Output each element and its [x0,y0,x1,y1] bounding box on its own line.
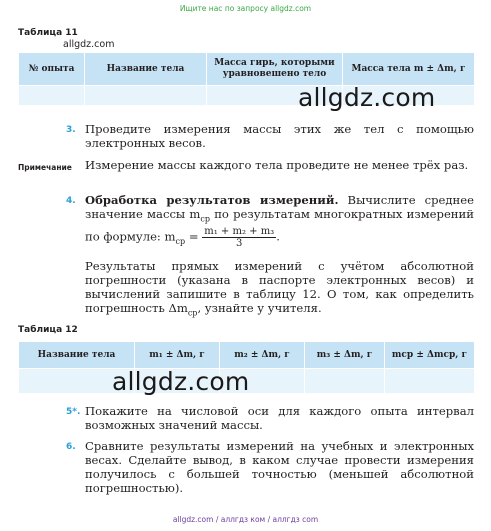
item-4-number: 4. [66,196,76,206]
item-5-text: Покажите на числовой оси для каждого опыта интервал возможных значений массы. [85,404,474,432]
note-label: Примечание [18,163,72,172]
results-paragraph-text: Результаты прямых измерений с учётом абсолютной погрешности (указана в паспорте электронных весов) и вычислений запишите в таблицу 12. О том, как определить погрешность Δm [85,259,474,315]
item-3-number: 3. [66,125,76,135]
item-6-text: Сравните результаты измерений на учебных и электронных весах. Сделайте вывод, в каком случае провести измерения получилось с большей точностью (меньшей абсолютной погрешностью). [85,439,474,495]
footer-note: allgdz.com / аллгдз ком / аллгдз com [172,515,319,524]
table11-cell [19,86,85,106]
fraction-numerator: m₁ + m₂ + m₃ [204,226,275,238]
fraction-denominator: 3 [236,238,243,250]
item-4-equals: = [185,229,203,244]
results-paragraph-end: , узнайте у учителя. [197,301,322,315]
table11-cell [85,86,207,106]
table11-caption: Таблица 11 [18,28,78,38]
item-4-text [85,193,474,249]
item-3-text: Проведите измерения массы этих же тел с помощью электронных весов. [85,122,474,150]
table12-cell [305,369,385,394]
table11-header-4: Масса тела m ± Δm, г [343,53,475,86]
item-4-end: . [276,229,280,244]
table11-header-3: Масса гирь, которыми уравновешено тело [207,53,343,86]
table12-header-5: mср ± Δmср, г [385,342,475,369]
note-text: Измерение массы каждого тела проведите не менее трёх раз. [85,158,469,172]
item-4-text-1: Вычислите среднее значение массы m [85,193,474,221]
watermark-small: allgdz.com [63,39,115,50]
table11-header-2: Название тела [85,53,207,86]
table12-header-4: m₃ ± Δm, г [305,342,385,369]
item-4-formula-subscript: ср [175,237,186,247]
watermark-big-2: allgdz.com [112,367,250,396]
table12-header-1: Название тела [19,342,135,369]
results-paragraph [85,259,474,320]
table12-caption: Таблица 12 [18,325,78,335]
table11-header-1: № опыта [19,53,85,86]
item-5-number: 5*. [66,407,81,417]
item-4-subscript: ср [200,214,210,224]
top-note: Ищите нас по запросу allgdz.com [179,4,312,13]
results-paragraph-subscript: ср [187,308,198,318]
item-6-number: 6. [66,442,76,452]
watermark-big-1: allgdz.com [298,83,436,112]
table12-cell [385,369,475,394]
mean-formula-fraction [202,226,276,249]
table12-header-3: m₂ ± Δm, г [220,342,305,369]
table12-header-2: m₁ ± Δm, г [135,342,220,369]
item-4-bold: Обработка результатов измерений. [85,193,339,207]
item-4-text-2: по результатам многократных измерений по формуле: m [85,207,474,244]
